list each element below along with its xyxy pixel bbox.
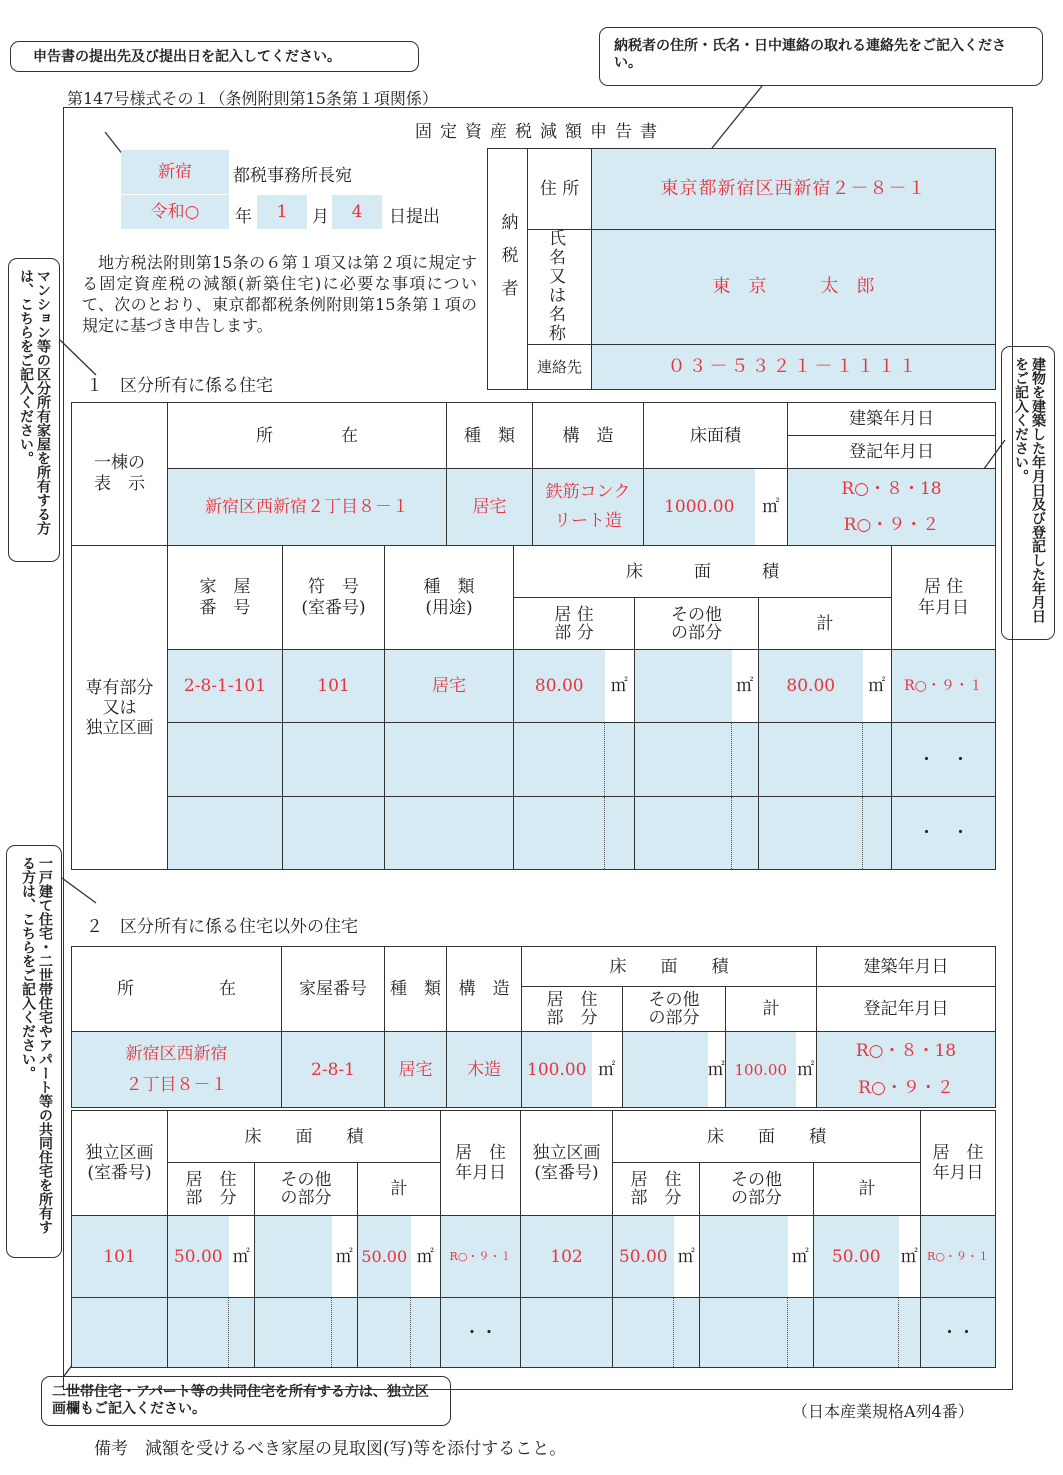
unit-l1-total[interactable]: 50.00	[358, 1216, 411, 1298]
unit-l2-moved[interactable]: ・・	[441, 1298, 521, 1368]
h-floor-area: 床 面 積	[514, 546, 892, 598]
row1-moved[interactable]: R○・９・１	[892, 650, 996, 723]
row1-house-no[interactable]: 2-8-1-101	[168, 650, 283, 723]
section1-heading: １ 区分所有に係る住宅	[86, 376, 273, 396]
row3-kind[interactable]	[385, 797, 514, 870]
h-unit-moved-right: 居 住 年月日	[921, 1111, 996, 1216]
unit-r2-total-unit	[899, 1298, 921, 1368]
row3-living-unit	[605, 797, 635, 870]
house-living-unit: ㎡	[592, 1032, 623, 1108]
address-label: 住 所	[528, 149, 592, 230]
unit-r1-moved[interactable]: R○・９・１	[921, 1216, 996, 1298]
address-field[interactable]: 東京都新宿区西新宿２－８－１	[592, 149, 996, 230]
h-type: 種 類	[447, 403, 533, 469]
unit-l2-total[interactable]	[358, 1298, 411, 1368]
h-location: 所 在	[168, 403, 447, 469]
section2-house-table	[71, 946, 996, 1108]
table-row	[72, 797, 996, 870]
row3-house-no[interactable]	[168, 797, 283, 870]
row2-living[interactable]	[514, 723, 605, 797]
taxpayer-table	[487, 148, 996, 390]
office-suffix: 都税事務所長宛	[233, 166, 352, 186]
house-structure[interactable]: 木造	[447, 1032, 522, 1108]
h2-built: 建築年月日	[817, 947, 996, 987]
h2-other: その他 の部分	[623, 987, 726, 1032]
section1-building-table	[71, 402, 996, 546]
house-other[interactable]	[623, 1032, 708, 1108]
h-unit-living-left: 居 住 部 分	[168, 1163, 255, 1216]
h2-total: 計	[726, 987, 817, 1032]
contact-label: 連絡先	[528, 345, 592, 390]
table-row	[72, 723, 996, 797]
h-unit-floor-right: 床 面 積	[613, 1111, 921, 1163]
name-field[interactable]: 東 京 太 郎	[592, 230, 996, 345]
h-unit-other-right: その他 の部分	[700, 1163, 814, 1216]
unit-l1-other[interactable]	[255, 1216, 332, 1298]
footer-remark: 備考 減額を受けるべき家屋の見取図(写)等を添付すること。	[94, 1439, 567, 1459]
row1-total[interactable]: 80.00	[759, 650, 863, 723]
row2-total-unit	[863, 723, 892, 797]
h-unit-moved-left: 居 住 年月日	[441, 1111, 521, 1216]
unit-r1-other[interactable]	[700, 1216, 788, 1298]
row1-kind[interactable]: 居宅	[385, 650, 514, 723]
row3-moved[interactable]: ・ ・	[892, 797, 996, 870]
unit-r1-no[interactable]: 102	[521, 1216, 613, 1298]
unit-r2-other-unit	[788, 1298, 814, 1368]
unit-l2-other-unit	[332, 1298, 358, 1368]
unit-r2-moved[interactable]: ・・	[921, 1298, 996, 1368]
h2-location: 所 在	[72, 947, 282, 1032]
house-type[interactable]: 居宅	[385, 1032, 447, 1108]
h2-type: 種 類	[385, 947, 447, 1032]
house-total[interactable]: 100.00	[726, 1032, 796, 1108]
h-unit-living-right: 居 住 部 分	[613, 1163, 700, 1216]
row2-total[interactable]	[759, 723, 863, 797]
unit-l2-total-unit	[411, 1298, 441, 1368]
callout-building-date-text: 建物を建築した年月日及び登記した年月日をご記入ください。	[1013, 357, 1046, 623]
form-title: 固定資産税減額申告書	[415, 122, 665, 142]
h2-registered: 登記年月日	[817, 987, 996, 1032]
unit-r2-no[interactable]	[521, 1298, 613, 1368]
row3-total-unit	[863, 797, 892, 870]
table-row	[72, 1298, 996, 1368]
year-label: 年	[235, 207, 252, 227]
era-field[interactable]: 令和○	[121, 195, 229, 229]
row1-symbol[interactable]: 101	[283, 650, 385, 723]
h-structure: 構 造	[533, 403, 644, 469]
unit-r1-total[interactable]: 50.00	[814, 1216, 899, 1298]
h-kind: 種 類 (用途)	[385, 546, 514, 650]
declaration-text: 地方税法附則第15条の６第１項又は第２項に規定する固定資産税の減額(新築住宅)に必要な事項について、次のとおり、東京都都税条例附則第15条第１項の規定に基づき申告します。	[82, 253, 477, 335]
h-unit-no-left: 独立区画 (室番号)	[72, 1111, 168, 1216]
h-total: 計	[759, 598, 892, 650]
building-type[interactable]: 居宅	[447, 469, 533, 546]
row3-total[interactable]	[759, 797, 863, 870]
day-label: 日提出	[389, 207, 440, 227]
h2-structure: 構 造	[447, 947, 522, 1032]
row2-symbol[interactable]	[283, 723, 385, 797]
h-unit-no-right: 独立区画 (室番号)	[521, 1111, 613, 1216]
house-registered-date[interactable]: R○・９・２	[858, 1077, 954, 1098]
unit-l1-moved[interactable]: R○・９・１	[441, 1216, 521, 1298]
unit-l1-total-unit: ㎡	[411, 1216, 441, 1298]
building-registered-date[interactable]: R○・９・２	[843, 515, 940, 535]
building-label: 一棟の 表 示	[72, 403, 168, 546]
unit-l2-other[interactable]	[255, 1298, 332, 1368]
unit-r1-living-unit: ㎡	[674, 1216, 700, 1298]
building-structure[interactable]: 鉄筋コンクリート造	[533, 469, 644, 546]
row2-kind[interactable]	[385, 723, 514, 797]
h-built: 建築年月日	[788, 403, 996, 436]
callout-shared-text: 二世帯住宅・アパート等の共同住宅を所有する方は、独立区画欄もご記入ください。	[52, 1384, 429, 1417]
h-unit-other-left: その他 の部分	[255, 1163, 358, 1216]
row2-house-no[interactable]	[168, 723, 283, 797]
callout-mansion-text: マンション等の区分所有家屋を所有する方は、こちらをご記入ください。	[18, 269, 51, 535]
h-unit-floor-left: 床 面 積	[168, 1111, 441, 1163]
callout-house-text: 一戸建て住宅・二世帯住宅やアパート等の共同住宅を所有する方は、こちらをご記入ください。	[20, 856, 53, 1234]
callout-taxpayer-text: 納税者の住所・氏名・日中連絡の取れる連絡先をご記入ください。	[614, 38, 1006, 71]
table-row	[72, 1216, 996, 1298]
unit-r2-living-unit	[674, 1298, 700, 1368]
unit-r1-living[interactable]: 50.00	[613, 1216, 674, 1298]
h2-living: 居 住 部 分	[522, 987, 623, 1032]
h-moved: 居 住 年月日	[892, 546, 996, 650]
h-other: その他 の部分	[635, 598, 759, 650]
section2-heading: ２ 区分所有に係る住宅以外の住宅	[86, 917, 358, 937]
taxpayer-label: 納税者	[488, 149, 528, 390]
unit-l1-living-unit: ㎡	[229, 1216, 255, 1298]
section1-private-table	[71, 545, 996, 870]
building-built-date[interactable]: R○・８・18	[841, 479, 942, 499]
h-house-no: 家 屋 番 号	[168, 546, 283, 650]
row2-living-unit	[605, 723, 635, 797]
h2-floor-area: 床 面 積	[522, 947, 817, 987]
unit-l1-no[interactable]: 101	[72, 1216, 168, 1298]
house-total-unit: ㎡	[796, 1032, 817, 1108]
row3-other-unit	[732, 797, 759, 870]
row1-other-unit: ㎡	[732, 650, 759, 723]
unit-l2-no[interactable]	[72, 1298, 168, 1368]
building-location[interactable]: 新宿区西新宿２丁目８－１	[168, 469, 447, 546]
row3-symbol[interactable]	[283, 797, 385, 870]
house-living[interactable]: 100.00	[522, 1032, 592, 1108]
h2-house-no: 家屋番号	[282, 947, 385, 1032]
office-name[interactable]: 新宿	[121, 150, 229, 194]
section2-units-table	[71, 1110, 996, 1368]
unit-l2-living[interactable]	[168, 1298, 229, 1368]
callout-submit-text: 申告書の提出先及び提出日を記入してください。	[33, 49, 341, 65]
unit-r2-living[interactable]	[613, 1298, 674, 1368]
row1-total-unit: ㎡	[863, 650, 892, 723]
form-number: 第147号様式その１（条例附則第15条第１項関係）	[67, 89, 438, 108]
row3-living[interactable]	[514, 797, 605, 870]
row2-other-unit	[732, 723, 759, 797]
h-unit-total-left: 計	[358, 1163, 441, 1216]
building-dates[interactable]	[788, 469, 996, 546]
month-field[interactable]: 1	[257, 195, 307, 229]
building-floor[interactable]: 1000.00	[644, 469, 755, 546]
h-symbol: 符 号 (室番号)	[283, 546, 385, 650]
row1-living-unit: ㎡	[605, 650, 635, 723]
month-label: 月	[312, 207, 329, 227]
h-registered: 登記年月日	[788, 436, 996, 469]
unit-r2-other[interactable]	[700, 1298, 788, 1368]
unit-r2-total[interactable]	[814, 1298, 899, 1368]
day-field[interactable]: 4	[332, 195, 382, 229]
house-number[interactable]: 2-8-1	[282, 1032, 385, 1108]
h-floor: 床面積	[644, 403, 788, 469]
footer-size-note: （日本産業規格A列4番）	[792, 1402, 974, 1421]
h-living: 居 住 部 分	[514, 598, 635, 650]
unit-r1-total-unit: ㎡	[899, 1216, 921, 1298]
house-location[interactable]: 新宿区西新宿 ２丁目８－１	[72, 1032, 282, 1108]
unit-l2-living-unit	[229, 1298, 255, 1368]
unit-r1-other-unit: ㎡	[788, 1216, 814, 1298]
row3-other[interactable]	[635, 797, 732, 870]
unit-l1-other-unit: ㎡	[332, 1216, 358, 1298]
unit-l1-living[interactable]: 50.00	[168, 1216, 229, 1298]
row1-other[interactable]	[635, 650, 732, 723]
h-unit-total-right: 計	[814, 1163, 921, 1216]
building-floor-unit: ㎡	[755, 469, 788, 546]
contact-field[interactable]: ０３－５３２１－１１１１	[592, 345, 996, 390]
table-row	[72, 650, 996, 723]
house-other-unit: ㎡	[708, 1032, 726, 1108]
private-label: 専有部分 又は 独立区画	[72, 546, 168, 870]
name-label: 氏名又は名称	[528, 230, 592, 345]
row2-other[interactable]	[635, 723, 732, 797]
house-built-date[interactable]: R○・８・18	[855, 1040, 957, 1061]
house-dates[interactable]	[817, 1032, 996, 1108]
row1-living[interactable]: 80.00	[514, 650, 605, 723]
row2-moved[interactable]: ・ ・	[892, 723, 996, 797]
